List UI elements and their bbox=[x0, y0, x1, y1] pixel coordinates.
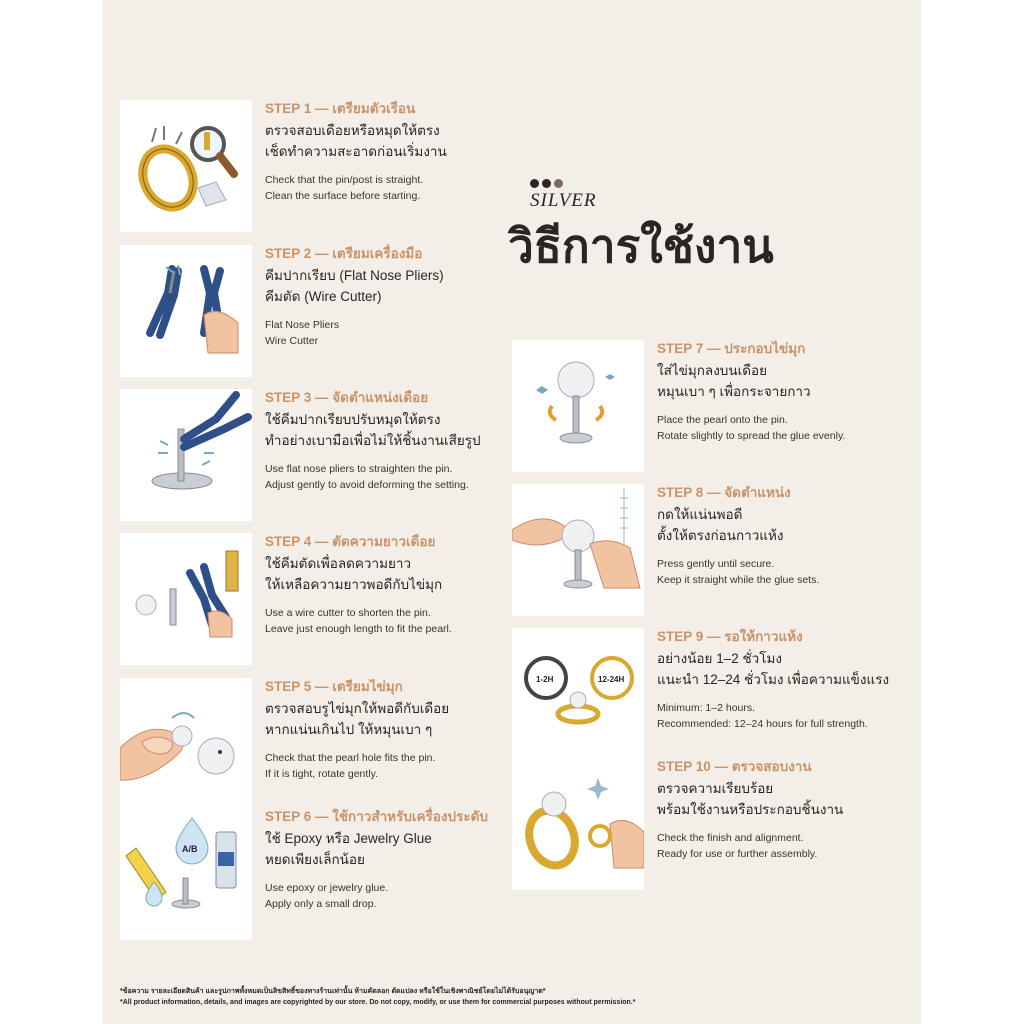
step-en-line: Check the finish and alignment. bbox=[657, 832, 804, 844]
step-en-line: Use epoxy or jewelry glue. bbox=[265, 882, 389, 894]
step-1 bbox=[120, 100, 490, 232]
step-th-line: ใช้ Epoxy หรือ Jewelry Glue bbox=[265, 831, 432, 846]
step-th-line: หยดเพียงเล็กน้อย bbox=[265, 852, 365, 867]
step-title: STEP 7 — ประกอบไข่มุก bbox=[657, 341, 806, 356]
step-6 bbox=[120, 808, 490, 940]
step-en-line: Ready for use or further assembly. bbox=[657, 848, 818, 860]
step-en-line: Use a wire cutter to shorten the pin. bbox=[265, 607, 431, 619]
step-en-line: Recommended: 12–24 hours for full strength. bbox=[657, 718, 868, 730]
step-title: STEP 5 — เตรียมไข่มุก bbox=[265, 679, 403, 694]
copyright-line-en: *All product information, details, and images are copyrighted by our store. Do not copy, modify, or use them for commercial purposes without permission.* bbox=[120, 999, 636, 1006]
step-en-line: Minimum: 1–2 hours. bbox=[657, 702, 756, 714]
step-en-line: Check that the pin/post is straight. bbox=[265, 174, 424, 186]
step-title: STEP 8 — จัดตำแหน่ง bbox=[657, 485, 791, 500]
press-pearl-icon bbox=[512, 484, 644, 616]
rotate-pearl-icon bbox=[512, 340, 644, 472]
step-9 bbox=[512, 628, 890, 760]
step-en-line: Check that the pearl hole fits the pin. bbox=[265, 752, 436, 764]
step-th-line: ตั้งให้ตรงก่อนกาวแห้ง bbox=[657, 528, 784, 543]
step-en-line: Wire Cutter bbox=[265, 335, 319, 347]
step-title: STEP 1 — เตรียมตัวเรือน bbox=[265, 101, 416, 116]
glue-icon bbox=[120, 808, 252, 940]
step-th-line: ตรวจสอบรูไข่มุกให้พอดีกับเดือย bbox=[265, 701, 450, 716]
step-en-line: Apply only a small drop. bbox=[265, 898, 377, 910]
step-en-line: Keep it straight while the glue sets. bbox=[657, 574, 820, 586]
pliers-icon bbox=[120, 245, 252, 377]
step-th-line: ใช้คีมตัดเพื่อลดความยาว bbox=[265, 556, 412, 571]
step-en-line: Rotate slightly to spread the glue evenly. bbox=[657, 430, 846, 442]
step-th-line: ใส่ไข่มุกลงบนเดือย bbox=[657, 363, 767, 378]
step-th-line: แนะนำ 12–24 ชั่วโมง เพื่อความแข็งแรง bbox=[657, 672, 890, 687]
step-title: STEP 4 — ตัดความยาวเดือย bbox=[265, 534, 436, 549]
svg-text:A/B: A/B bbox=[182, 844, 198, 854]
step-5 bbox=[120, 678, 490, 810]
step-10 bbox=[512, 758, 882, 890]
step-en-line: If it is tight, rotate gently. bbox=[265, 768, 379, 780]
step-th-line: คีมตัด (Wire Cutter) bbox=[265, 289, 382, 304]
page-title: วิธีการใช้งาน bbox=[508, 220, 774, 272]
step-title: STEP 10 — ตรวจสอบงาน bbox=[657, 759, 812, 774]
step-title: STEP 6 — ใช้กาวสำหรับเครื่องประดับ bbox=[265, 809, 488, 824]
step-th-line: ตรวจสอบเดือยหรือหมุดให้ตรง bbox=[265, 123, 440, 138]
finished-ring-icon bbox=[512, 758, 644, 890]
brand-tagline: SILVER bbox=[530, 190, 597, 211]
step-th-line: ให้เหลือความยาวพอดีกับไข่มุก bbox=[265, 577, 443, 592]
step-th-line: หากแน่นเกินไป ให้หมุนเบา ๆ bbox=[265, 722, 433, 737]
step-th-line: พร้อมใช้งานหรือประกอบชิ้นงาน bbox=[657, 802, 844, 817]
cut-pin-icon bbox=[120, 533, 252, 665]
step-2 bbox=[120, 245, 490, 377]
copyright-notice bbox=[120, 986, 820, 1008]
ring-magnifier-icon bbox=[120, 100, 252, 232]
step-title: STEP 3 — จัดตำแหน่งเดือย bbox=[265, 390, 429, 405]
brand-dot bbox=[542, 179, 551, 188]
step-8 bbox=[512, 484, 882, 616]
step-7 bbox=[512, 340, 882, 472]
step-th-line: คีมปากเรียบ (Flat Nose Pliers) bbox=[265, 268, 444, 283]
step-th-line: หมุนเบา ๆ เพื่อกระจายกาว bbox=[657, 384, 811, 399]
step-title: STEP 2 — เตรียมเครื่องมือ bbox=[265, 246, 423, 261]
brand-header bbox=[508, 170, 828, 280]
step-th-line: ใช้คีมปากเรียบปรับหมุดให้ตรง bbox=[265, 412, 441, 427]
step-en-line: Adjust gently to avoid deforming the setting. bbox=[265, 479, 469, 491]
timer-icon bbox=[512, 628, 644, 760]
step-th-line: ตรวจความเรียบร้อย bbox=[657, 781, 774, 796]
timer-label: 1-2H bbox=[536, 675, 554, 684]
step-4 bbox=[120, 533, 490, 665]
step-en-line: Leave just enough length to fit the pearl. bbox=[265, 623, 452, 635]
timer-label: 12-24H bbox=[598, 675, 625, 684]
step-en-line: Flat Nose Pliers bbox=[265, 319, 340, 331]
step-en-line: Place the pearl onto the pin. bbox=[657, 414, 788, 426]
straighten-pin-icon bbox=[120, 389, 252, 521]
step-en-line: Clean the surface before starting. bbox=[265, 190, 421, 202]
step-th-line: อย่างน้อย 1–2 ชั่วโมง bbox=[657, 651, 782, 666]
step-title: STEP 9 — รอให้กาวแห้ง bbox=[657, 629, 803, 644]
copyright-line-th: *ข้อความ รายละเอียดสินค้า และรูปภาพทั้งหมดเป็นลิขสิทธิ์ของทางร้านเท่านั้น ห้ามคัดลอก ดัดแปลง หรือใช้ในเชิงพาณิชย์โดยไม่ได้รับอนุญาต* bbox=[120, 988, 546, 995]
step-3 bbox=[120, 389, 490, 521]
step-en-line: Press gently until secure. bbox=[657, 558, 775, 570]
pearl-check-icon bbox=[120, 678, 252, 810]
step-th-line: เช็ดทำความสะอาดก่อนเริ่มงาน bbox=[265, 144, 447, 159]
step-en-line: Use flat nose pliers to straighten the pin. bbox=[265, 463, 453, 475]
brand-dot bbox=[554, 179, 563, 188]
step-th-line: กดให้แน่นพอดี bbox=[657, 507, 743, 522]
step-th-line: ทำอย่างเบามือเพื่อไม่ให้ชิ้นงานเสียรูป bbox=[265, 433, 481, 448]
brand-dot bbox=[530, 179, 539, 188]
